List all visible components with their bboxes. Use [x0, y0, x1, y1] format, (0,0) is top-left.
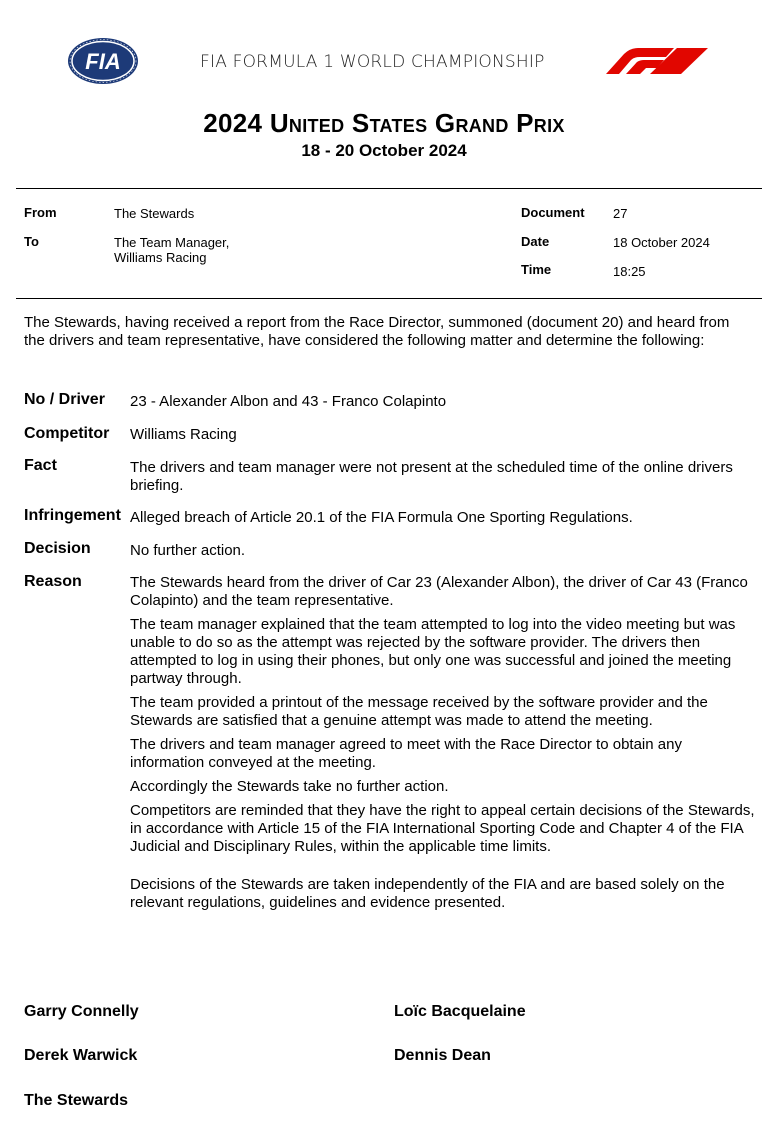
driver-value: 23 - Alexander Albon and 43 - Franco Colapinto [130, 393, 447, 410]
reason-paragraph: Accordingly the Stewards take no further action. [130, 778, 449, 795]
independence-statement: Decisions of the Stewards are taken independently of the FIA and are based solely on the relevant regulations, guidelines and evidence presented. [130, 876, 725, 911]
document-number: 27 [613, 206, 628, 221]
fia-logo-icon [66, 36, 140, 86]
document-label: Document [521, 205, 585, 220]
steward-name: Derek Warwick [24, 1047, 138, 1064]
date-label: Date [521, 234, 550, 249]
date-value: 18 October 2024 [613, 235, 710, 250]
from-label: From [24, 205, 57, 220]
infringement-label: Infringement [24, 507, 121, 524]
decision-value: No further action. [130, 542, 246, 559]
signature-footer: The Stewards [24, 1092, 129, 1109]
championship-title: FIA FORMULA 1 WORLD CHAMPIONSHIP [200, 52, 545, 72]
reason-paragraph: The Stewards heard from the driver of Car 23 (Alexander Albon), the driver of Car 43 (Franco Colapinto) and the team representative. [130, 574, 748, 609]
steward-name: Garry Connelly [24, 1003, 139, 1020]
time-label: Time [521, 262, 552, 277]
svg-text:FIA: FIA [85, 49, 121, 74]
reason-paragraph: The team manager explained that the team attempted to log into the video meeting but was unable to do so as the attempt was rejected by the software provider. The drivers then attempted to log in using their phones, but only one was successful and joined the meeting partway through. [130, 616, 736, 687]
reason-paragraph: The team provided a printout of the message received by the software provider and the Stewards are satisfied that a genuine attempt was made to attend the meeting. [130, 694, 708, 729]
page-title: 2024 United States Grand Prix [203, 108, 565, 138]
infringement-value: Alleged breach of Article 20.1 of the FIA Formula One Sporting Regulations. [130, 509, 633, 526]
to-value-line2: Williams Racing [114, 250, 207, 265]
intro-paragraph: The Stewards, having received a report from the Race Director, summoned (document 20) and heard from the drivers and team representative, have considered the following matter and determine the following: [24, 314, 730, 349]
reason-paragraph: The drivers and team manager agreed to meet with the Race Director to obtain any information conveyed at the meeting. [130, 736, 682, 771]
competitor-value: Williams Racing [130, 426, 237, 443]
f1-logo-icon [604, 46, 710, 76]
steward-name: Dennis Dean [394, 1047, 491, 1064]
time-value: 18:25 [613, 264, 646, 279]
top-divider [16, 188, 762, 189]
steward-name: Loïc Bacquelaine [394, 1003, 526, 1020]
driver-label: No / Driver [24, 391, 105, 408]
reason-label: Reason [24, 573, 82, 590]
bottom-divider [16, 298, 762, 299]
fact-value: The drivers and team manager were not present at the scheduled time of the online drivers briefing. [130, 459, 733, 494]
to-label: To [24, 234, 39, 249]
decision-label: Decision [24, 540, 91, 557]
to-value-line1: The Team Manager, [114, 235, 230, 250]
event-dates: 18 - 20 October 2024 [301, 141, 467, 160]
fact-label: Fact [24, 457, 57, 474]
reason-text [130, 574, 755, 918]
competitor-label: Competitor [24, 425, 110, 442]
reason-paragraph: Competitors are reminded that they have the right to appeal certain decisions of the Stewards, in accordance with Article 15 of the FIA International Sporting Code and Chapter 4 of the FIA Judicial and Disciplinary Rules, within the applicable time limits. [130, 802, 755, 855]
document-header [0, 0, 768, 100]
from-value: The Stewards [114, 206, 195, 221]
